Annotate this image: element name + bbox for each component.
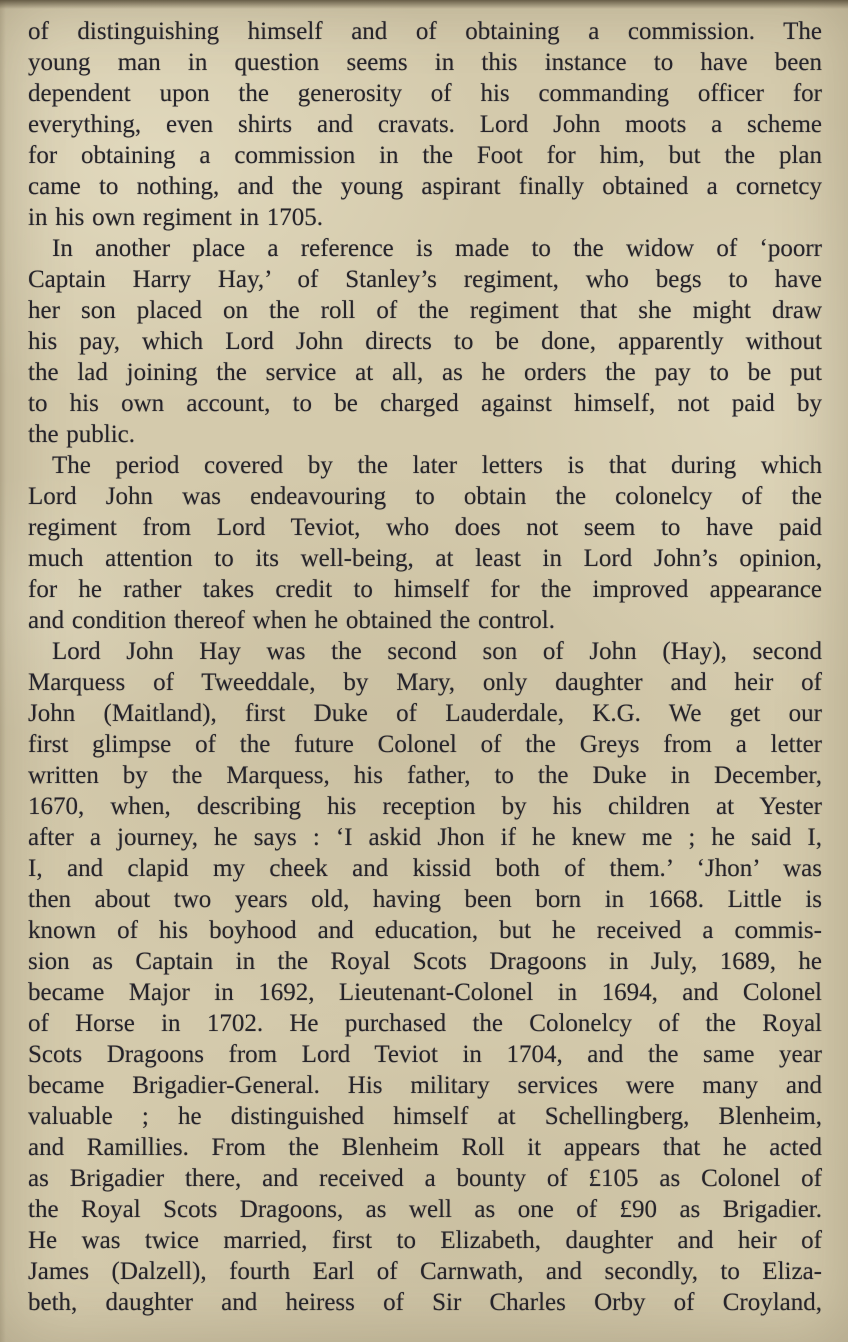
page-top-edge-shadow <box>0 0 848 9</box>
text-line: after a journey, he says : ‘I askid Jhon if he knew me ; he said I, <box>28 824 822 851</box>
text-line: He was twice married, first to Elizabeth, daughter and heir of <box>28 1227 822 1254</box>
text-line: the Royal Scots Dragoons, as well as one of £90 as Brigadier. <box>28 1196 822 1223</box>
text-line: as Brigadier there, and received a bounty of £105 as Colonel of <box>28 1165 822 1192</box>
text-line: for he rather takes credit to himself for the improved appearance <box>28 576 822 603</box>
text-line: first glimpse of the future Colonel of the Greys from a letter <box>28 731 822 758</box>
page-text <box>28 16 822 1318</box>
text-line: Lord John was endeavouring to obtain the colonelcy of the <box>28 483 822 510</box>
text-line: and Ramillies. From the Blenheim Roll it appears that he acted <box>28 1134 822 1161</box>
text-line: Captain Harry Hay,’ of Stanley’s regiment, who begs to have <box>28 266 822 293</box>
text-line: of distinguishing himself and of obtaining a commission. The <box>28 18 822 45</box>
text-line: of Horse in 1702. He purchased the Colonelcy of the Royal <box>28 1010 822 1037</box>
text-line: The period covered by the later letters is that during which <box>52 452 822 479</box>
text-line: in his own regiment in 1705. <box>28 204 323 231</box>
text-line: came to nothing, and the young aspirant finally obtained a cornetcy <box>28 173 822 200</box>
paragraph <box>28 450 822 636</box>
text-line: valuable ; he distinguished himself at Schellingberg, Blenheim, <box>28 1103 822 1130</box>
text-line: became Major in 1692, Lieutenant-Colonel in 1694, and Colonel <box>28 979 822 1006</box>
text-line: much attention to its well-being, at least in Lord John’s opinion, <box>28 545 822 572</box>
text-line: and condition thereof when he obtained the control. <box>28 607 556 634</box>
text-line: his pay, which Lord John directs to be done, apparently without <box>28 328 822 355</box>
text-line: regiment from Lord Teviot, who does not seem to have paid <box>28 514 822 541</box>
text-line: Marquess of Tweeddale, by Mary, only daughter and heir of <box>28 669 822 696</box>
text-line: to his own account, to be charged against himself, not paid by <box>28 390 822 417</box>
text-line: then about two years old, having been born in 1668. Little is <box>28 886 822 913</box>
text-line: 1670, when, describing his reception by his children at Yester <box>28 793 822 820</box>
text-line: everything, even shirts and cravats. Lord John moots a scheme <box>28 111 822 138</box>
text-line: the lad joining the service at all, as he orders the pay to be put <box>28 359 822 386</box>
text-line: Lord John Hay was the second son of John (Hay), second <box>52 638 822 665</box>
text-line: Scots Dragoons from Lord Teviot in 1704, and the same year <box>28 1041 822 1068</box>
text-line: known of his boyhood and education, but he received a commis- <box>28 917 822 944</box>
text-line: beth, daughter and heiress of Sir Charles Orby of Croyland, <box>28 1289 822 1316</box>
page-left-edge-shadow <box>0 0 6 1342</box>
text-line: In another place a reference is made to the widow of ‘poorr <box>52 235 822 262</box>
text-line: sion as Captain in the Royal Scots Dragoons in July, 1689, he <box>28 948 822 975</box>
text-line: young man in question seems in this instance to have been <box>28 49 822 76</box>
text-line: became Brigadier-General. His military services were many and <box>28 1072 822 1099</box>
text-line: John (Maitland), first Duke of Lauderdale, K.G. We get our <box>28 700 822 727</box>
text-line: I, and clapid my cheek and kissid both of them.’ ‘Jhon’ was <box>28 855 822 882</box>
paragraph <box>28 636 822 1318</box>
text-line: the public. <box>28 421 136 448</box>
text-line: written by the Marquess, his father, to the Duke in December, <box>28 762 822 789</box>
text-line: for obtaining a commission in the Foot for him, but the plan <box>28 142 822 169</box>
text-line: dependent upon the generosity of his commanding officer for <box>28 80 822 107</box>
paragraph <box>28 16 822 233</box>
paragraph <box>28 233 822 450</box>
text-line: her son placed on the roll of the regiment that she might draw <box>28 297 822 324</box>
text-line: James (Dalzell), fourth Earl of Carnwath, and secondly, to Eliza- <box>28 1258 822 1285</box>
